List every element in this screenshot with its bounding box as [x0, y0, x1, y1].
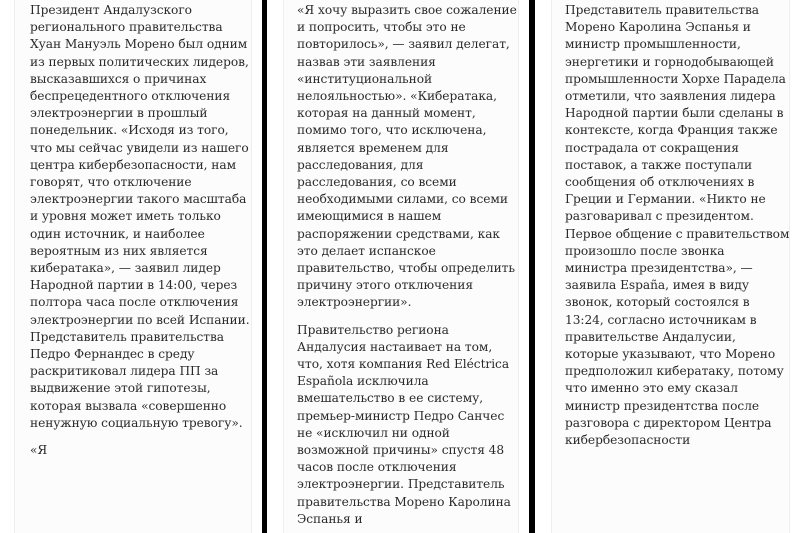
- column-2-paragraph-2: Правительство региона Андалусия настаивает на том, что, хотя компания Red Eléctrica Española исключила вмешательство в ее систему, премьер-министр Педро Санчес не «исключил ни одной возможной причины» спустя 48 часов после отключения электроэнергии. Представитель правительства Морено Каролина Эспанья и: [297, 322, 511, 526]
- column-3-paragraph-1: Представитель правительства Морено Каролина Эспанья и министр промышленности, энергетики и горнодобывающей промышленности Хорхе Парадела отметили, что заявления лидера Народной партии были сделаны в контексте, когда Франция также пострадала от сокращения поставок, а также поступали сообщения об отключениях в Греции и Германии. «Никто не разговаривал с президентом. Первое общение с правительством произошло после звонка министра президентства», — заявила España, имея в виду звонок, который состоялся в 13:24, согласно источникам в правительстве Андалусии, которые указывают, что Морено предположил кибератаку, потому что именно это ему сказал министр президентства после разговора с директором Центра кибербезопасности: [565, 3, 790, 448]
- column-1-text[interactable]: [30, 2, 250, 459]
- column-3-text[interactable]: [565, 2, 790, 449]
- column-1-paragraph-1: Президент Андалузского регионального правительства Хуан Мануэль Морено был одним из первых политических лидеров, высказавшихся о причинах беспрецедентного отключения электроэнергии в прошлый понедельник. «Исходя из того, что мы сейчас увидели из нашего центра кибербезопасности, нам говорят, что отключение электроэнергии такого масштаба и уровня может иметь только один источник, и наиболее вероятным из них является кибератака», — заявил лидер Народной партии в 14:00, через полтора часа после отключения электроэнергии по всей Испании. Представитель правительства Педро Фернандес в среду раскритиковал лидера ПП за выдвижение этой гипотезы, которая вызвала «совершенно ненужную социальную тревогу».: [30, 3, 250, 430]
- column-1-paragraph-2: «Я: [30, 443, 48, 458]
- column-1: [0, 0, 262, 533]
- column-2-paragraph-1: «Я хочу выразить свое сожаление и попросить, чтобы это не повторилось», — заявил делегат, назвав эти заявления «институциональной нелояльностью». «Кибератака, которая на данный момент, помимо того, что исключена, является временем для расследования, для расследования, со всеми необходимыми силами, со всеми имеющимися в нашем распоряжении средствами, как это делает испанское правительство, чтобы определить причину этого отключения электроэнергии».: [297, 3, 517, 310]
- column-2: [267, 0, 529, 533]
- column-3: [535, 0, 800, 533]
- column-2-text[interactable]: [297, 2, 517, 528]
